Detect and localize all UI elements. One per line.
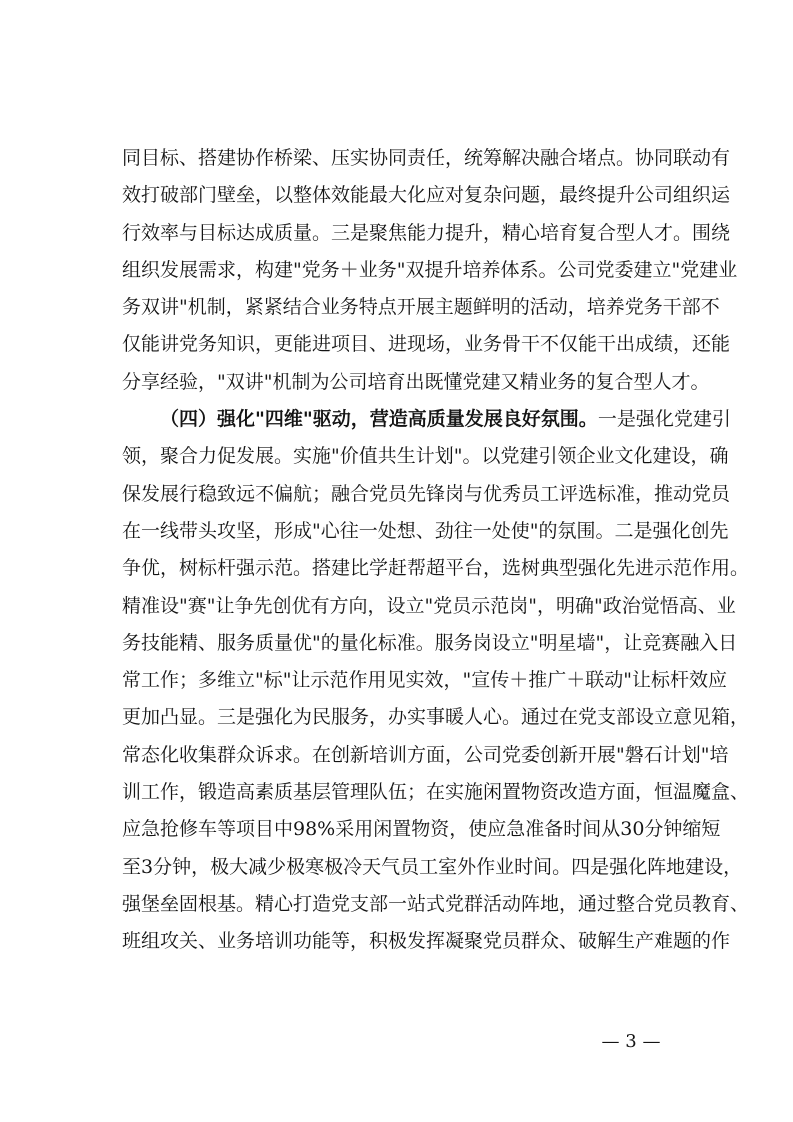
section-heading: （四）强化"四维"驱动，营造高质量发展良好氛围。 [160,408,598,431]
text-line: 仅能讲党务知识，更能进项目、进现场，业务骨干不仅能干出成绩，还能 [122,333,731,356]
text-line: 效打破部门壁垒，以整体效能最大化应对复杂问题，最终提升公司组织运 [122,184,731,207]
text-line: 争优，树标杆强示范。搭建比学赶帮超平台，选树典型强化先进示范作用。 [122,557,750,580]
text-line: 班组攻关、业务培训功能等，积极发挥凝聚党员群众、破解生产难题的作 [122,930,731,953]
text-line: 务双讲"机制，紧紧结合业务特点开展主题鲜明的活动，培养党务干部不 [122,296,720,319]
text-line: 在一线带头攻坚，形成"心往一处想、劲往一处使"的氛围。二是强化创先 [122,519,729,542]
text-line: 更加凸显。三是强化为民服务，办实事暖人心。通过在党支部设立意见箱， [122,706,750,729]
text-line: 务技能精、服务质量优"的量化标准。服务岗设立"明星墙"，让竞赛融入日 [122,631,738,654]
text-line: 同目标、搭建协作桥梁、压实协同责任，统筹解决融合堵点。协同联动有 [122,147,731,169]
section-first-line-text: 一是强化党建引 [597,408,731,431]
text-line: 行效率与目标达成质量。三是聚焦能力提升，精心培育复合型人才。围绕 [122,221,731,244]
text-line: 精准设"赛"让争先创优有方向，设立"党员示范岗"，明确"政治觉悟高、业 [122,594,736,617]
text-line: 应急抢修车等项目中98%采用闲置物资，使应急准备时间从30分钟缩短 [122,818,721,841]
body-text [122,140,750,961]
text-line: 至3分钟，极大减少极寒极冷天气员工室外作业时间。四是强化阵地建设， [122,855,743,878]
page-number: — 3 — [601,1031,661,1052]
text-line: 常工作；多维立"标"让示范作用见实效，"宣传＋推广＋联动"让标杆效应 [122,669,727,692]
text-line: 组织发展需求，构建"党务＋业务"双提升培养体系。公司党委建立"党建业 [122,258,738,281]
text-line: 保发展行稳致远不偏航；融合党员先锋岗与优秀员工评选标准，推动党员 [122,482,731,505]
text-line: 分享经验，"双讲"机制为公司培育出既懂党建又精业务的复合型人才。 [122,370,710,393]
section-first-line [122,401,731,438]
text-line: 强堡垒固根基。精心打造党支部一站式党群活动阵地，通过整合党员教育、 [122,892,750,915]
text-line: 常态化收集群众诉求。在创新培训方面，公司党委创新开展"磐石计划"培 [122,743,729,766]
text-line: 训工作，锻造高素质基层管理队伍；在实施闲置物资改造方面，恒温魔盒、 [122,781,750,804]
text-line: 领，聚合力促发展。实施"价值共生计划"。以党建引领企业文化建设，确 [122,445,729,468]
